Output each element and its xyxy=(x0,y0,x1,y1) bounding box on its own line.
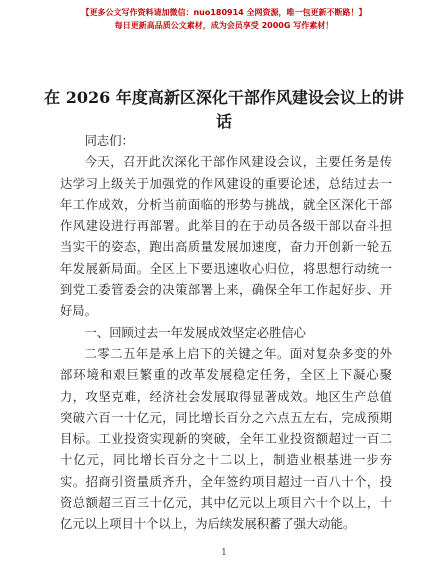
promo-banner-line-2: 每日更新高品质公文素材，成为会员享受 2000G 写作素材！ xyxy=(114,21,334,30)
document-title: 在 2026 年度高新区深化干部作风建设会议上的讲话 xyxy=(44,88,404,131)
paragraph-review: 二零二五年是承上启下的关键之年。面对复杂多变的外部环境和艰巨繁重的改革发展稳定任务，全区上下凝心聚力，攻坚克难，经济社会发展取得显著成效。地区生产总值突破六百一十亿元，同比增长百分之六点五左右，完成预期目标。工业投资实现新的突破，全年工业投资额超过一百二十亿元，同比增长百分之十二以上，制造业根基进一步夯实。招商引资量质齐升，全年签约项目超过一百八十个，投资总额超三百三十亿元，其中亿元以上项目六十个以上，十亿元以上项目十个以上，为后续发展积蓄了强大动能。 xyxy=(60,346,392,532)
section-heading-1: 一、回顾过去一年发展成效坚定必胜信心 xyxy=(84,325,306,340)
document-body xyxy=(60,131,392,536)
salutation: 同志们： xyxy=(84,134,134,148)
promo-banner-line-1: 【更多公文写作资料请加微信：nuo180914 全网资源，唯一包更新不断路！】 xyxy=(81,8,367,17)
promo-banner xyxy=(0,6,448,32)
paragraph-opening: 今天，召开此次深化干部作风建设会议，主要任务是传达学习上级关于加强党的作风建设的重要论述，总结过去一年工作成效，分析当前面临的形势与挑战，就全区深化干部作风建设进行再部署。此举目的在于动员各级干部以奋斗担当实干的姿态，跑出高质量发展加速度，奋力开创新一轮五年发展新局面。全区上下要迅速收心归位，将思想行动统一到党工委管委会的决策部署上来，确保全年工作起好步、开好局。 xyxy=(60,155,392,319)
page-number: 1 xyxy=(221,548,227,558)
